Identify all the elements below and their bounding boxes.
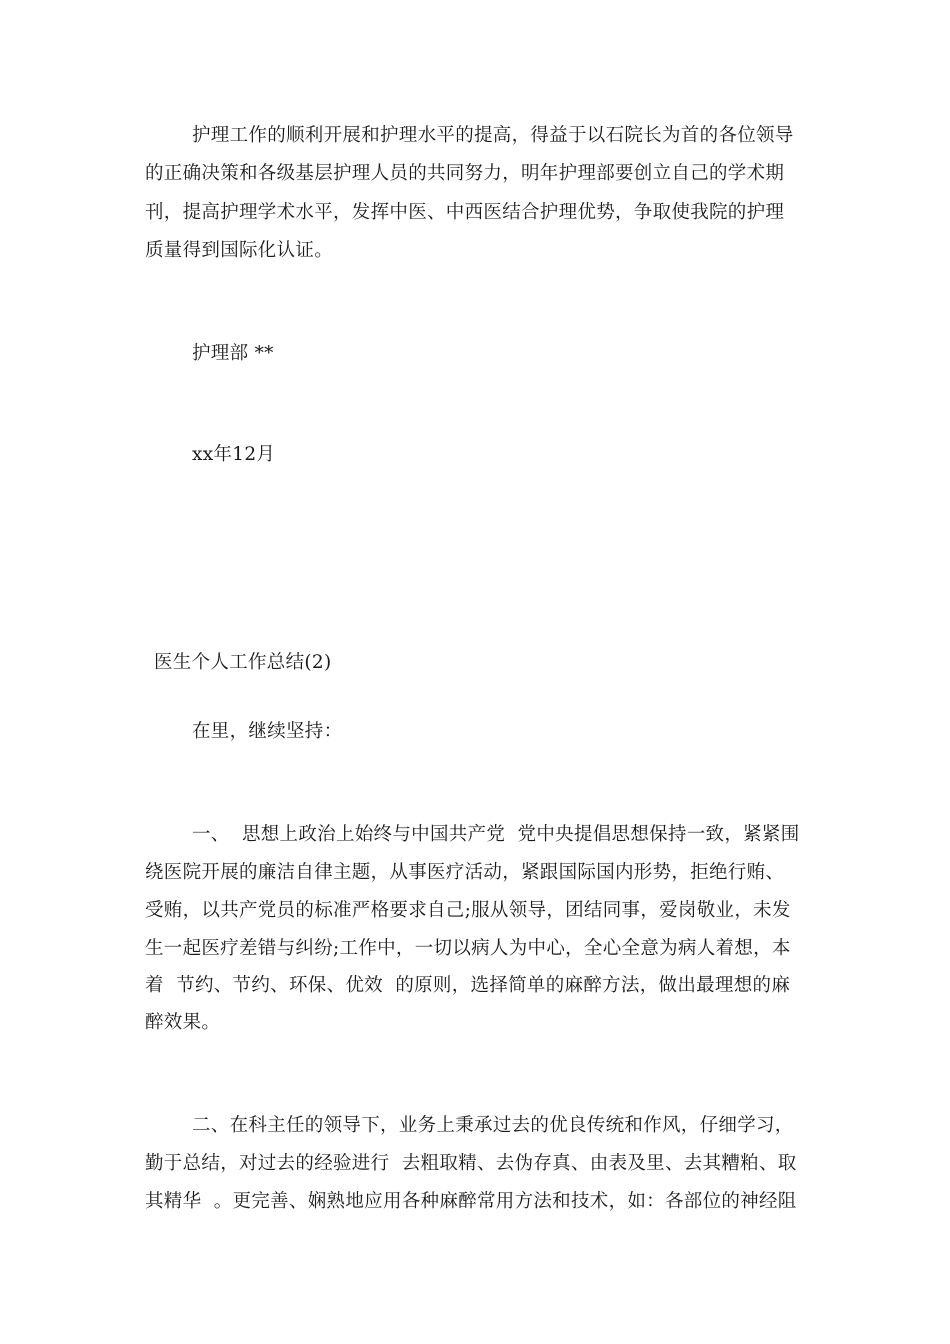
paragraph-2-line-6: 醉效果。 [145, 1012, 221, 1033]
paragraph-2-line-4: 生一起医疗差错与纠纷;工作中，一切以病人为中心，全心全意为病人着想，本 [145, 938, 791, 959]
paragraph-2-line-2: 绕医院开展的廉洁自律主题，从事医疗活动，紧跟国际国内形势，拒绝行贿、 [145, 862, 785, 883]
paragraph-2-line-1: 一、 思想上政治上始终与中国共产党 党中央提倡思想保持一致，紧紧围 [192, 824, 800, 845]
paragraph-3-line-1: 二、在科主任的领导下，业务上秉承过去的优良传统和作风，仔细学习， [192, 1115, 794, 1136]
paragraph-3-line-3: 其精华 。更完善、娴熟地应用各种麻醉常用方法和技术，如：各部位的神经阻 [145, 1191, 797, 1212]
paragraph-3-line-2: 勤于总结，对过去的经验进行 去粗取精、去伪存真、由表及里、去其糟粕、取 [145, 1153, 797, 1174]
date: xx年12月 [192, 444, 276, 465]
intro-line: 在里，继续坚持： [192, 721, 343, 742]
paragraph-1-line-2: 的正确决策和各级基层护理人员的共同努力，明年护理部要创立自己的学术期 [145, 163, 785, 184]
signature: 护理部 ** [192, 343, 274, 364]
paragraph-1-line-1: 护理工作的顺利开展和护理水平的提高，得益于以石院长为首的各位领导 [192, 125, 794, 146]
paragraph-2-line-3: 受贿，以共产党员的标准严格要求自己;服从领导，团结同事，爱岗敬业，未发 [145, 900, 791, 921]
paragraph-1-line-3: 刊，提高护理学术水平，发挥中医、中西医结合护理优势，争取使我院的护理 [145, 202, 785, 223]
paragraph-2-line-5: 着 节约、节约、环保、优效 的原则，选择简单的麻醉方法，做出最理想的麻 [145, 975, 791, 996]
section-title: 医生个人工作总结(2) [154, 652, 332, 673]
paragraph-1-line-4: 质量得到国际化认证。 [145, 240, 334, 261]
